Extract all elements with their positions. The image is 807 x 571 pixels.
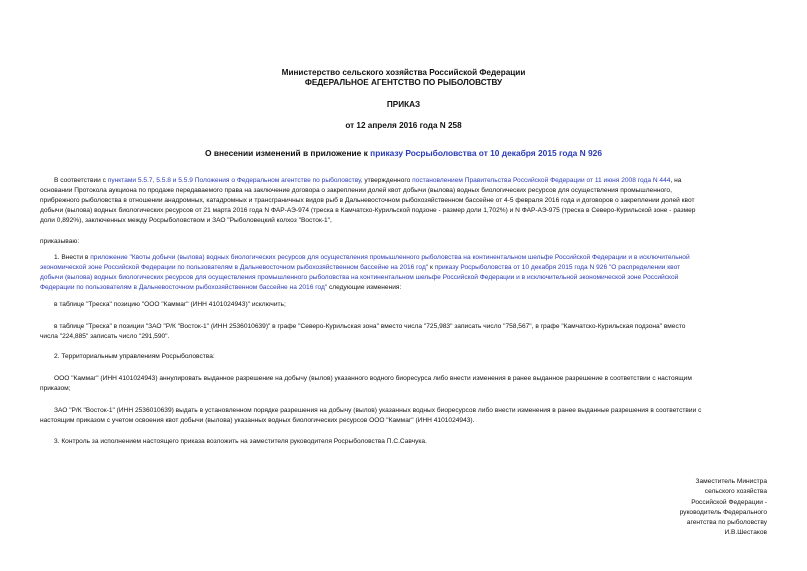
item-2b-line-2: настоящим приказом с учетом освоения квот добычи (вылова) указанных водных биологических ресурсов ООО "Каммаг" (ИНН 4101024943). — [40, 417, 475, 424]
order-926-link[interactable]: приказу Росрыболовства от 10 декабря 2015 года N 926 "О распределении квот — [434, 264, 681, 271]
title-order-link[interactable]: приказу Росрыболовства от 10 декабря 2015 года N 926 — [370, 148, 602, 158]
signature-line: Российской Федерации - — [691, 498, 767, 506]
title-prefix: О внесении изменений в приложение к — [205, 148, 371, 158]
agency-heading: ФЕДЕРАЛЬНОЕ АГЕНТСТВО ПО РЫБОЛОВСТВУ — [304, 78, 503, 87]
sub-change-2-line-1: в таблице "Треска" в позиции "ЗАО "Р/К "Восток-1" (ИНН 2536010639)" в графе "Северо-Курильская зона" вместо числа "725,983" записать число "758,567", в графе "Камчатско-Курильская подзона" вместо — [54, 323, 686, 330]
sub-change-1: в таблице "Треска" позицию "ООО "Каммаг" (ИНН 4101024943)" исключить; — [54, 301, 286, 308]
order-word: приказываю: — [40, 238, 80, 245]
preamble-line-1 — [40, 176, 768, 186]
signatory-name: И.В.Шестаков — [724, 529, 767, 537]
item-1-line-4 — [40, 283, 768, 293]
item-1-text: 1. Внести в — [54, 254, 91, 261]
item-2: 2. Территориальным управлениям Росрыболовства: — [54, 353, 215, 360]
doc-date-heading: от 12 апреля 2016 года N 258 — [345, 121, 462, 130]
item-2a-paragraph — [40, 374, 768, 394]
signature-line: руководитель Федерального — [679, 508, 767, 516]
signature-line: агентства по рыболовству — [686, 519, 767, 527]
preamble-line-3: прибрежного рыболовства в отношении анадромных, катадромных и трансграничных видов рыб в Дальневосточном рыбохозяйственном бассейне от 4-5 февраля 2016 года и договоров о закреплении долей квот — [40, 197, 695, 204]
preamble-text: утвержденного — [362, 177, 413, 184]
appendix-link[interactable]: приложение "Квоты добычи (вылова) водных биологических ресурсов для осуществления промышленного рыболовства на континентальном шельфе Российской Федерации и в исключительной — [90, 254, 690, 261]
item-1-line-3 — [40, 273, 768, 283]
appendix-link-cont[interactable]: экономической зоне Российской Федерации по пользователям в Дальневосточном рыбохозяйственном бассейне на 2016 год" — [40, 264, 429, 271]
item-2a-line-1: ООО "Каммаг" (ИНН 4101024943) аннулировать выданное разрешение на добычу (вылов) указанного водного биоресурса либо внести изменения в ранее выданное разрешение в соответствии с настоящим — [54, 375, 692, 382]
sub-change-2 — [40, 322, 768, 342]
signature-line: сельского хозяйства — [704, 488, 767, 496]
order-926-link-end[interactable]: Федерации по пользователям в Дальневосточном рыбохозяйственном бассейне на 2016 год" — [40, 284, 328, 291]
signature-block — [607, 477, 767, 539]
item-1-line-2 — [40, 263, 768, 273]
order-926-link-cont[interactable]: добычи (вылова) водных биологических ресурсов для осуществления промышленного рыболовства на континентальном шельфе Российской Федерации и в исключительной экономической зоне Российской — [40, 274, 679, 281]
item-1-text: к — [428, 264, 435, 271]
government-decree-link[interactable]: постановлением Правительства Российской Федерации от 11 июня 2008 года N 444 — [412, 177, 671, 184]
preamble-text: В соответствии с — [54, 177, 108, 184]
regulation-points-link[interactable]: пунктами 5.5.7, 5.5.8 и 5.5.9 Положения о Федеральном агентстве по рыболовству, — [107, 177, 363, 184]
preamble-text: , на — [670, 177, 682, 184]
doc-type-heading: ПРИКАЗ — [386, 100, 421, 109]
sub-change-2-line-2: числа "224,885" записать число "291,590". — [40, 333, 170, 340]
item-1-line-1 — [40, 253, 768, 263]
preamble-line-4: добычи (вылова) водных биологических ресурсов от 21 марта 2016 года N ФАР-АЭ-974 (треска в Камчатско-Курильской подзоне - размер доли 1,702%) и N ФАР-АЭ-975 (треска в Северо-Курильской зоне - размер — [40, 207, 696, 214]
item-1-paragraph — [40, 253, 768, 293]
item-2b-line-1: ЗАО "Р/К "Восток-1" (ИНН 2536010639) выдать в установленном порядке разрешения на добычу (вылов) указанных водных биоресурсов либо внести изменения в ранее выданные разрешения в соответствии с — [54, 407, 702, 414]
item-2b-paragraph — [40, 406, 768, 426]
item-1-text: следующие изменения: — [327, 284, 402, 291]
preamble-line-5: доли 0,892%), заключенных между Росрыболовством и ЗАО "Рыболовецкий колхоз "Восток-1", — [40, 217, 332, 224]
item-3: 3. Контроль за исполнением настоящего приказа возложить на заместителя руководителя Росрыболовства П.С.Савчука. — [54, 438, 427, 445]
preamble-paragraph — [40, 176, 768, 226]
item-2a-line-2: приказом; — [40, 385, 71, 392]
preamble-line-2: основании Протокола аукциона по продаже передаваемого права на заключение договора о закреплении долей квот добычи (вылова) водных биологических ресурсов для осуществления промышленного, — [40, 187, 672, 194]
signature-line: Заместитель Министра — [695, 478, 767, 485]
document-title — [0, 148, 807, 158]
ministry-heading: Министерство сельского хозяйства Российской Федерации — [281, 68, 526, 77]
